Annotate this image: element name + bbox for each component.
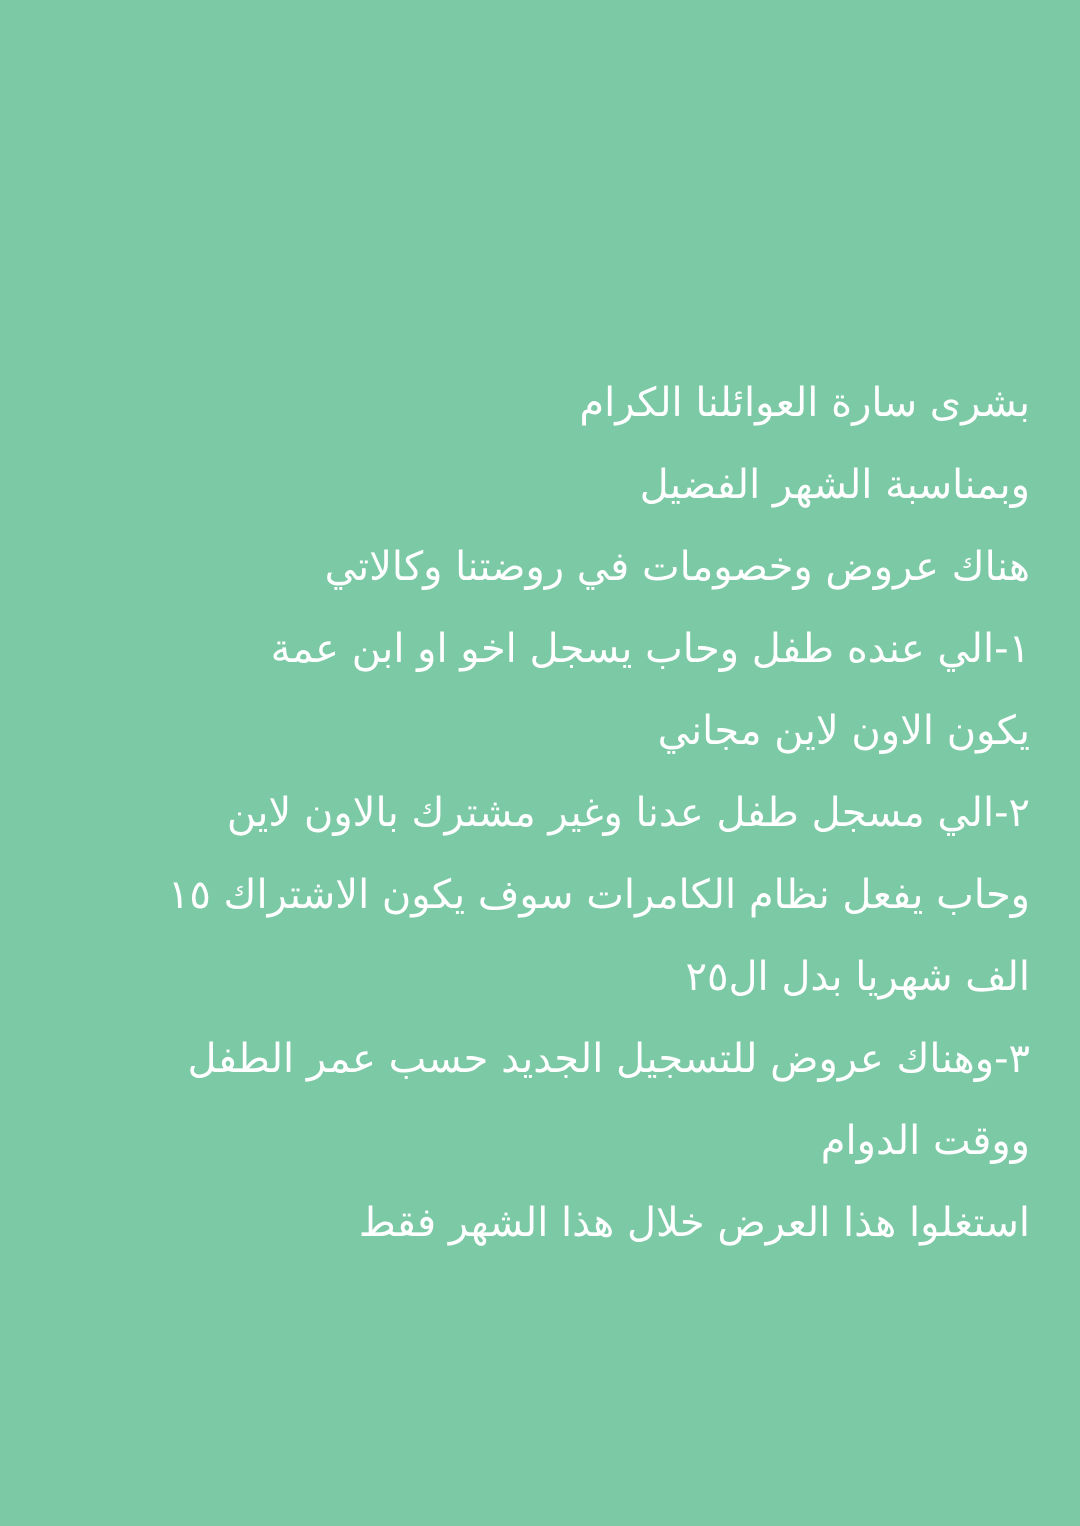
- occasion-line: وبمناسبة الشهر الفضيل: [639, 462, 1030, 508]
- offer-3-detail-line: ووقت الدوام: [820, 1118, 1030, 1164]
- offer-1-line: ١-الي عنده طفل وحاب يسجل اخو او ابن عمة: [270, 626, 1030, 672]
- offer-1-detail-line: يكون الاون لاين مجاني: [657, 708, 1030, 754]
- closing-line: استغلوا هذا العرض خلال هذا الشهر فقط: [358, 1200, 1030, 1246]
- offers-intro-line: هناك عروض وخصومات في روضتنا وكالاتي: [324, 544, 1030, 590]
- offer-2-price-line: الف شهريا بدل ال٢٥: [685, 954, 1030, 1000]
- offer-3-line: ٣-وهناك عروض للتسجيل الجديد حسب عمر الطفل: [187, 1036, 1030, 1082]
- greeting-line: بشرى سارة العوائلنا الكرام: [579, 380, 1030, 426]
- offer-2-detail-line: وحاب يفعل نظام الكامرات سوف يكون الاشتراك ١٥: [167, 872, 1030, 918]
- offer-2-line: ٢-الي مسجل طفل عدنا وغير مشترك بالاون لاين: [226, 790, 1030, 836]
- announcement-text: [40, 362, 1030, 1264]
